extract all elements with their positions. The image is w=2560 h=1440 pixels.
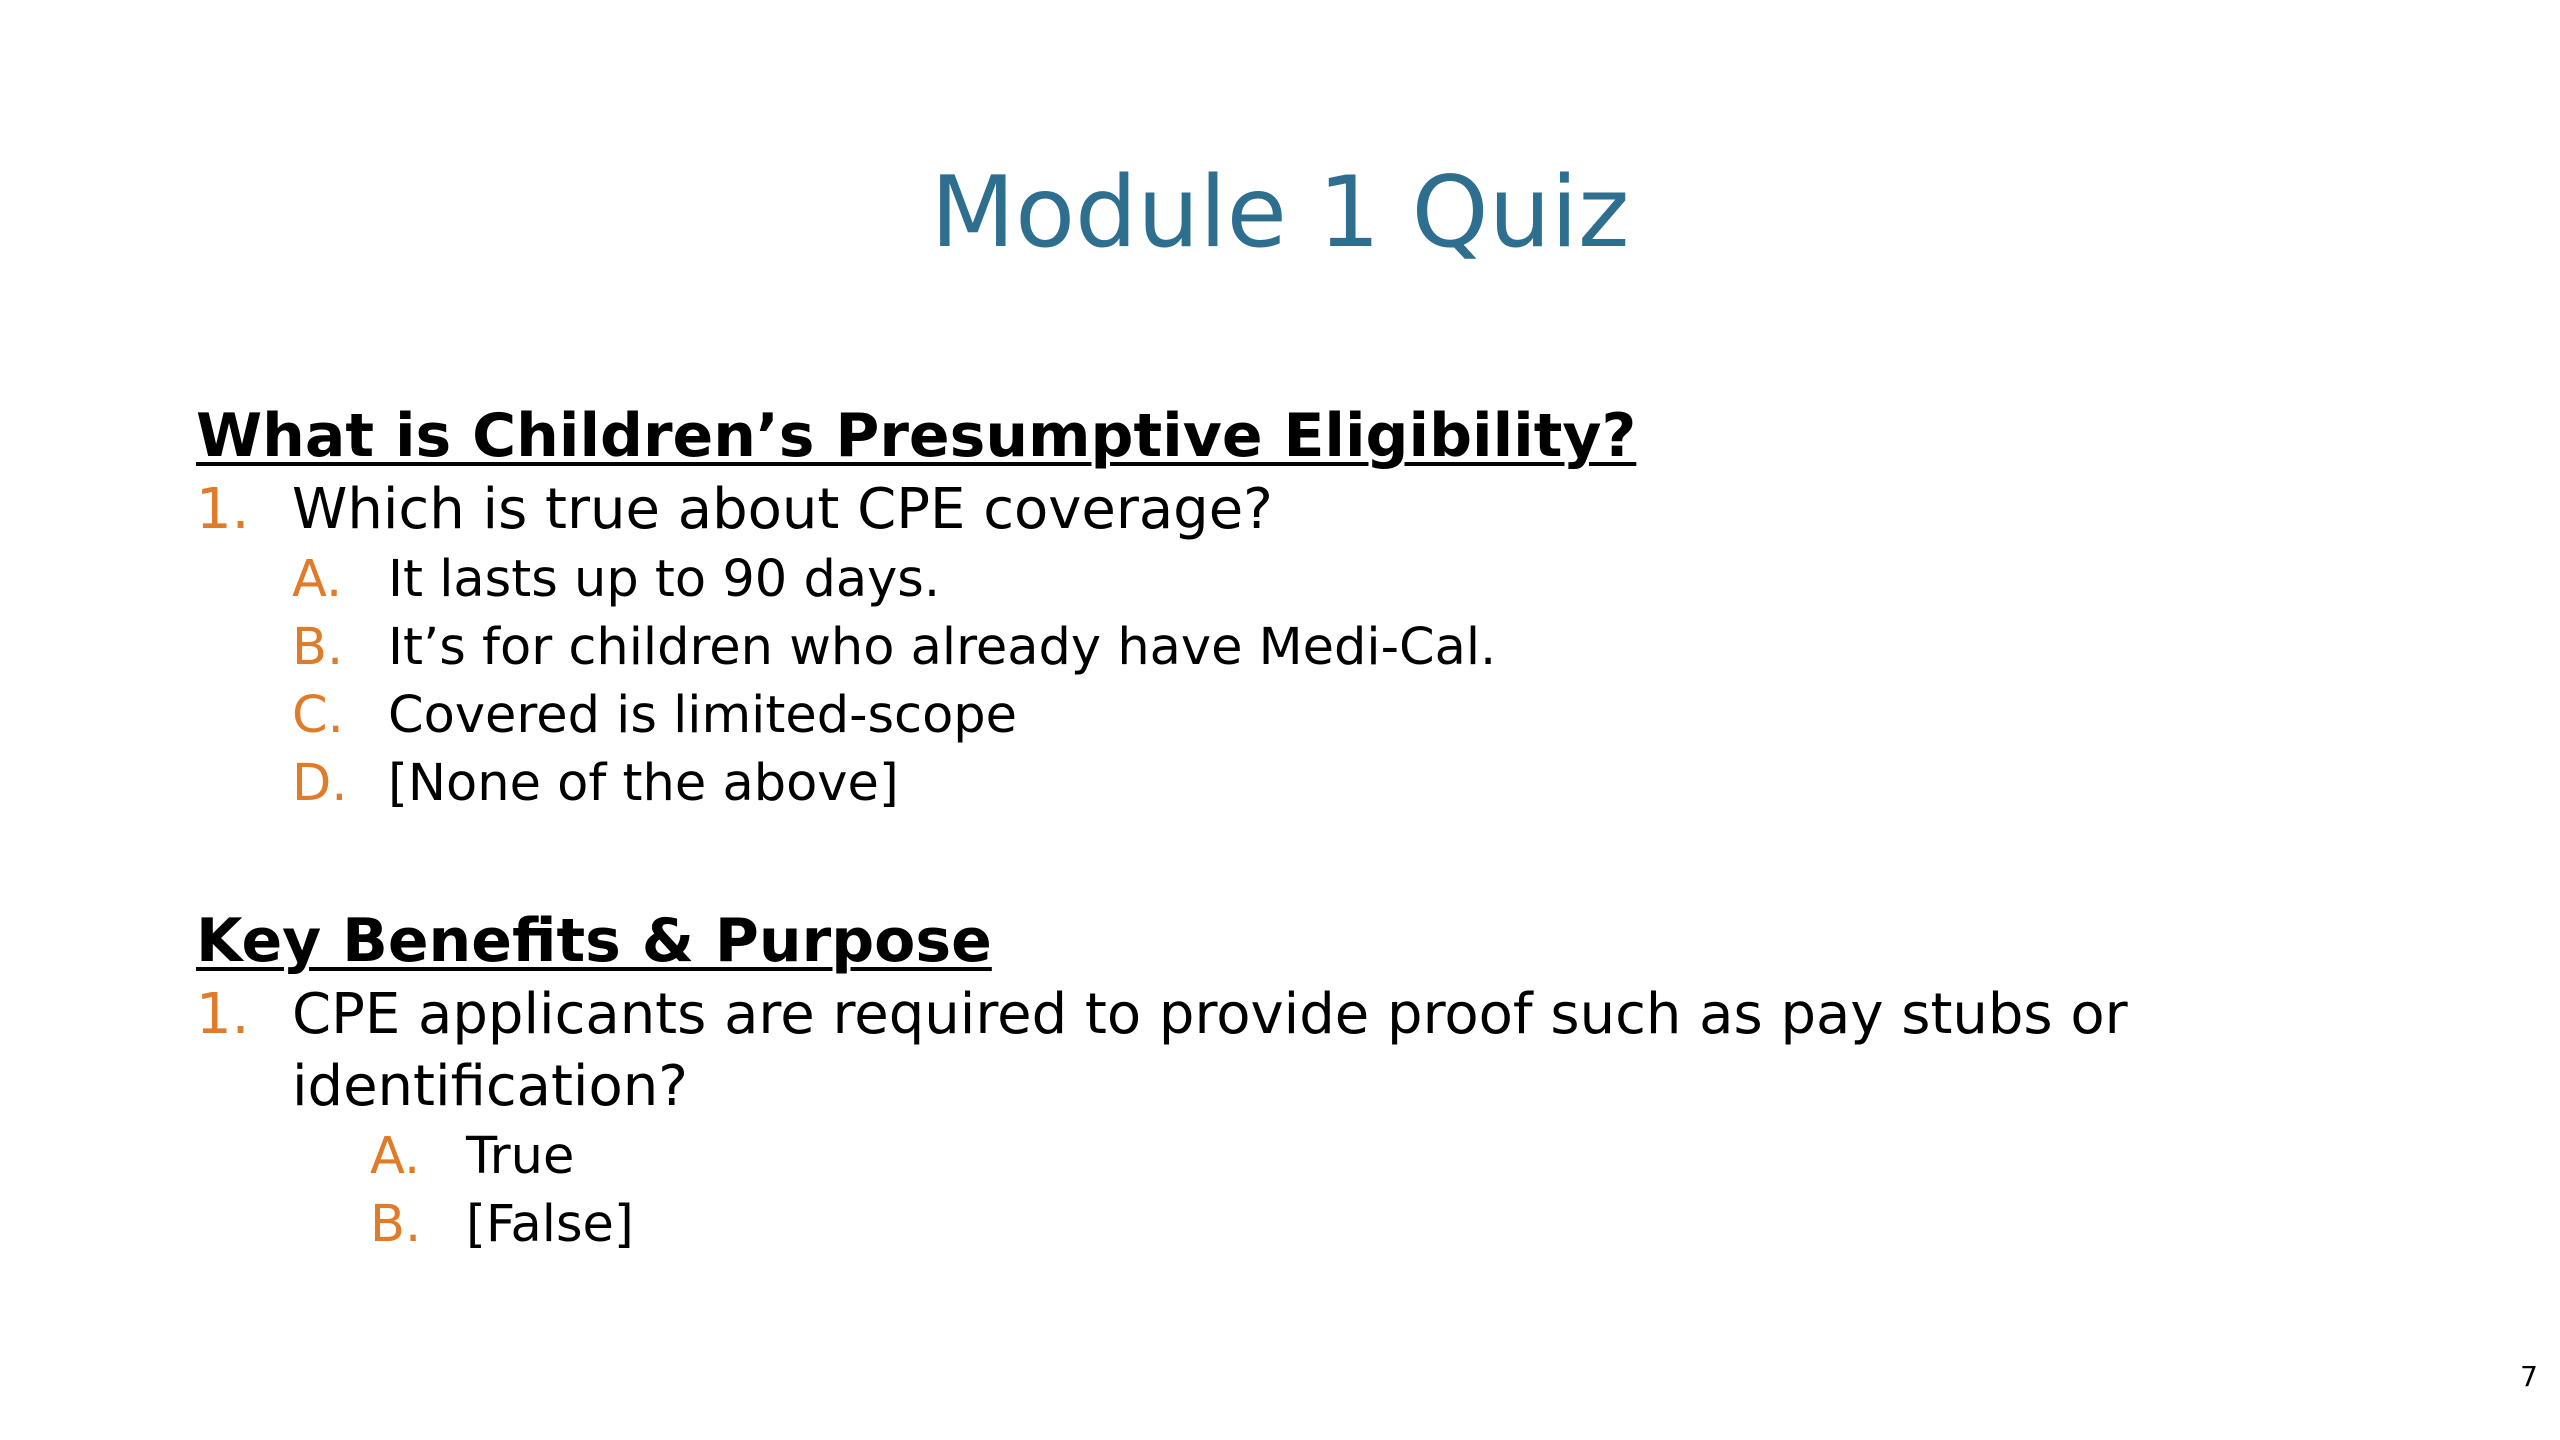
section-key-benefits (196, 903, 2396, 1259)
option-text: It lasts up to 90 days. (388, 550, 941, 609)
answer-option-c (196, 682, 2396, 750)
question-text: CPE applicants are required to provide proof such as pay stubs or identification? (292, 982, 2128, 1119)
question-item (196, 979, 2396, 1123)
question-text: Which is true about CPE coverage? (292, 477, 1273, 542)
question-number: 1. (196, 477, 250, 542)
option-letter: B. (370, 1195, 422, 1254)
option-letter: A. (292, 550, 343, 609)
answer-option-b (196, 614, 2396, 682)
option-text: [False] (466, 1195, 634, 1254)
answer-option-b (196, 1191, 2396, 1259)
option-letter: C. (292, 686, 344, 745)
section-heading: Key Benefits & Purpose (196, 906, 992, 976)
answer-options (196, 1123, 2396, 1259)
answer-option-a (196, 546, 2396, 614)
option-letter: A. (370, 1127, 421, 1186)
section-heading: What is Children’s Presumptive Eligibility? (196, 401, 1637, 471)
answer-option-a (196, 1123, 2396, 1191)
option-letter: D. (292, 754, 348, 813)
option-letter: B. (292, 618, 344, 677)
option-text: [None of the above] (388, 754, 899, 813)
option-text: True (466, 1127, 575, 1186)
answer-option-d (196, 750, 2396, 818)
question-number: 1. (196, 982, 250, 1047)
answer-options (196, 546, 2396, 818)
page-number: 7 (2520, 1360, 2538, 1393)
option-text: It’s for children who already have Medi-Cal. (388, 618, 1497, 677)
question-item (196, 474, 2396, 546)
section-what-is-cpe (196, 398, 2396, 818)
slide-title: Module 1 Quiz (930, 156, 1630, 270)
option-text: Covered is limited-scope (388, 686, 1018, 745)
